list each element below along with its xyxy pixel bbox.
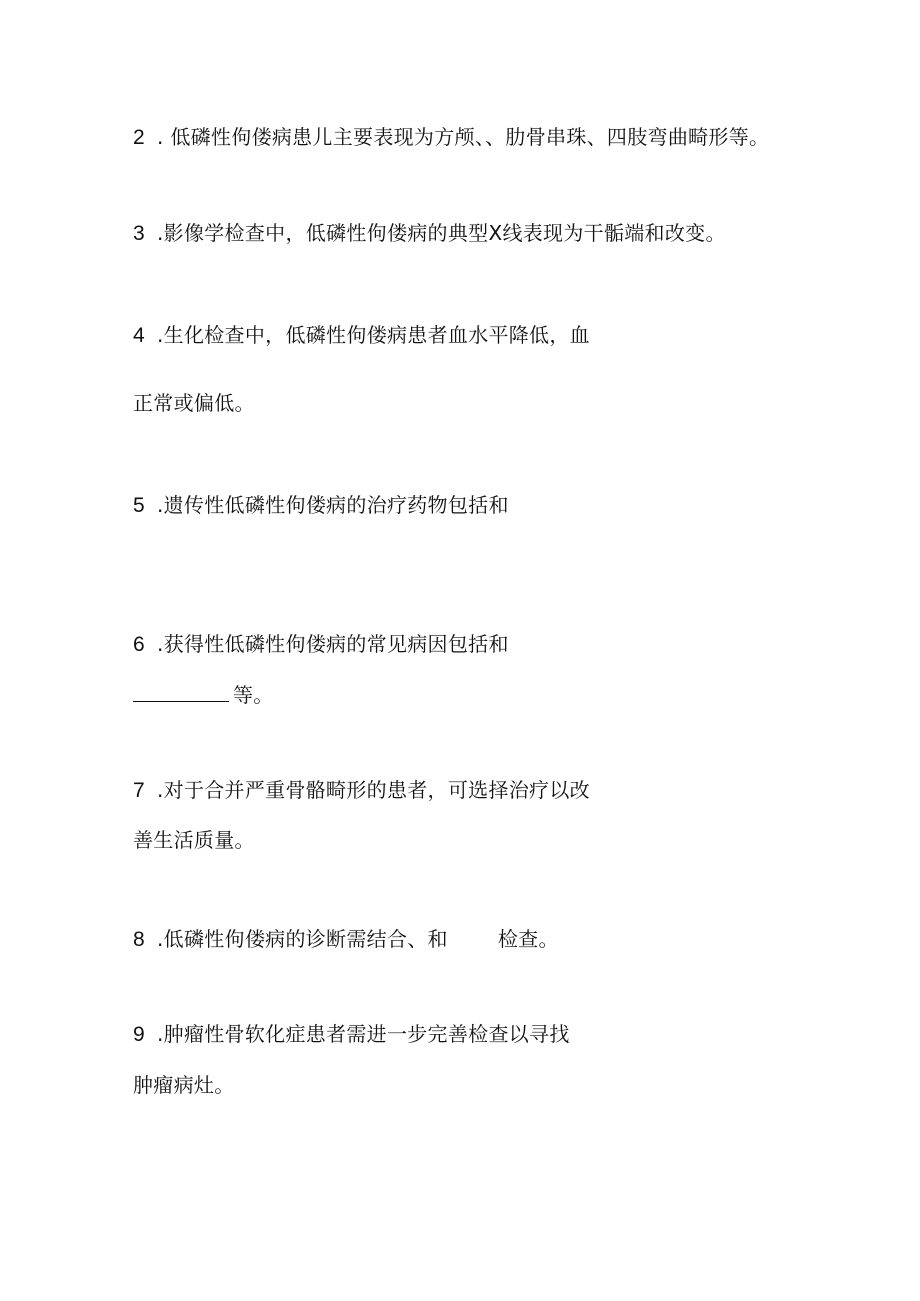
question-number: 9 — [133, 1023, 145, 1046]
question-number: 5 — [133, 494, 145, 517]
question-text: .获得性低磷性佝偻病的常见病因包括和 — [157, 632, 509, 656]
question-text-continued: 正常或偏低。 — [133, 391, 255, 415]
question-3-line-1 — [133, 219, 726, 248]
question-2-line-1 — [133, 123, 769, 152]
question-text: . 低磷性佝偻病患儿主要表现为方颅、、肋骨串珠、四肢弯曲畸形等。 — [157, 125, 770, 149]
question-text-continued: 善生活质量。 — [133, 828, 255, 852]
question-9-line-2 — [133, 1071, 235, 1099]
question-4-line-2 — [133, 389, 255, 417]
question-4-line-1 — [133, 321, 590, 350]
question-7-line-2 — [133, 826, 255, 854]
question-6-line-1 — [133, 630, 509, 659]
question-text-continued: 等。 — [233, 683, 274, 707]
question-number: 7 — [133, 779, 145, 802]
question-number: 6 — [133, 633, 145, 656]
question-text-continued: 肿瘤病灶。 — [133, 1073, 235, 1097]
question-text: .影像学检查中，低磷性佝偻病的典型X线表现为干骺端和改变。 — [157, 221, 726, 245]
question-text: .遗传性低磷性佝偻病的治疗药物包括和 — [157, 493, 509, 517]
question-text: .对于合并严重骨骼畸形的患者，可选择治疗以改 — [157, 778, 590, 802]
question-8-line-1 — [133, 925, 559, 954]
question-number: 3 — [133, 222, 145, 245]
question-6-line-2 — [133, 681, 274, 709]
question-text: .低磷性佝偻病的诊断需结合、和 — [157, 927, 448, 951]
question-number: 4 — [133, 324, 145, 347]
question-number: 2 — [133, 126, 145, 149]
question-text: .肿瘤性骨软化症患者需进一步完善检查以寻找 — [157, 1022, 570, 1046]
question-5-line-1 — [133, 491, 509, 520]
question-7-line-1 — [133, 776, 590, 805]
question-number: 8 — [133, 928, 145, 951]
question-text: .生化检查中，低磷性佝偻病患者血水平降低，血 — [157, 323, 590, 347]
answer-blank — [133, 683, 229, 702]
question-9-line-1 — [133, 1020, 570, 1049]
question-text-end: 检查。 — [497, 927, 559, 951]
